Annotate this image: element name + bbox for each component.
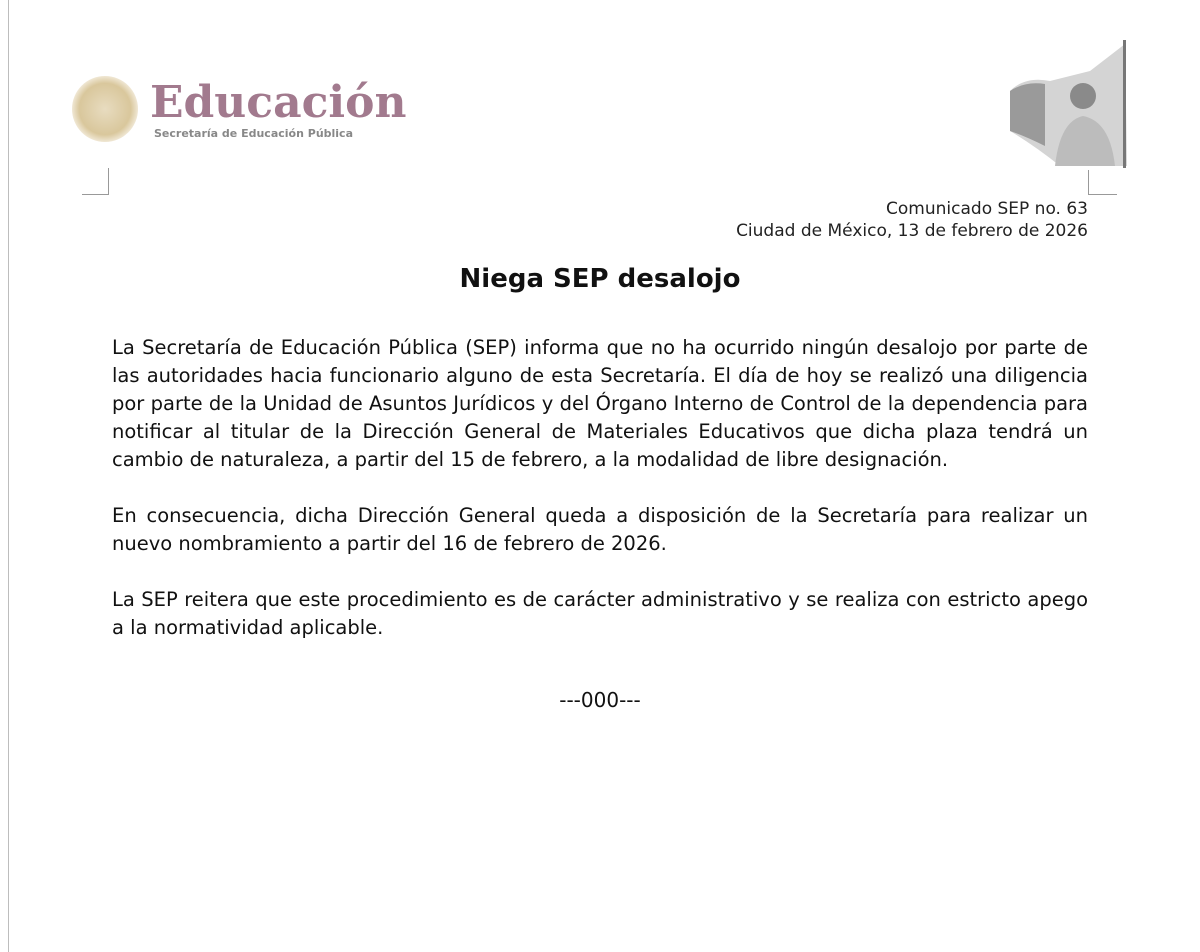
press-release-title: Niega SEP desalojo — [459, 264, 741, 294]
place-date: Ciudad de México, 13 de febrero de 2026 — [736, 221, 1088, 241]
corner-mark — [1088, 170, 1117, 195]
paragraph: En consecuencia, dicha Dirección General queda a disposición de la Secretaría para realizar un nuevo nombramiento a partir del 16 de febrero de 2026. — [112, 504, 1088, 555]
logo-title: Educación — [150, 76, 407, 128]
sep-logo — [72, 76, 406, 142]
corner-mark — [82, 168, 109, 195]
page-edge — [8, 0, 9, 952]
bulletin-number: Comunicado SEP no. 63 — [886, 199, 1088, 219]
closing-mark: ---000--- — [559, 688, 641, 712]
national-seal-icon — [72, 76, 138, 142]
press-release-body — [112, 334, 1088, 670]
paragraph: La Secretaría de Educación Pública (SEP) informa que no ha ocurrido ningún desalojo por parte de las autoridades hacia funcionario alguno de esta Secretaría. El día de hoy se realizó una diligencia por parte de la Unidad de Asuntos Jurídicos y del Órgano Interno de Control de la dependencia para notificar al titular de la Dirección General de Materiales Educativos que dicha plaza tendrá un cambio de naturaleza, a partir del 15 de febrero, a la modalidad de libre designación. — [112, 336, 1088, 471]
bulletin-meta — [736, 198, 1088, 242]
woman-with-flag-illustration — [1005, 36, 1140, 171]
paragraph: La SEP reitera que este procedimiento es de carácter administrativo y se realiza con estricto apego a la normatividad aplicable. — [112, 588, 1088, 639]
logo-subtitle: Secretaría de Educación Pública — [154, 126, 354, 140]
